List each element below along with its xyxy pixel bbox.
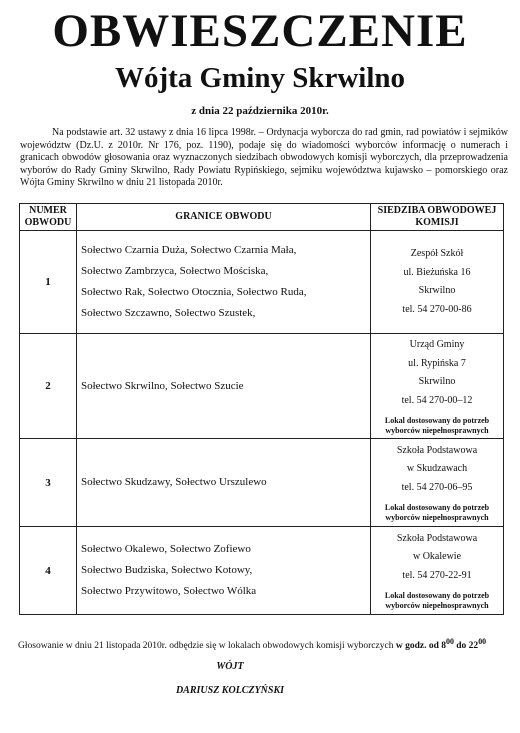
voting-hours-from-sup: 00 bbox=[445, 636, 454, 646]
voting-hours-to-sup: 00 bbox=[478, 636, 487, 646]
table-row bbox=[20, 439, 504, 527]
district-seat bbox=[371, 439, 504, 527]
seat-line: tel. 54 270-22-91 bbox=[402, 569, 472, 581]
area-line: Sołectwo Skudzawy, Sołectwo Urszulewo bbox=[81, 476, 267, 488]
seat-line: Szkoła Podstawowa bbox=[396, 532, 478, 544]
districts-table bbox=[19, 203, 504, 615]
header-number-line2: OBWODU bbox=[24, 217, 72, 228]
seat-line: tel. 54 270-06–95 bbox=[401, 481, 473, 493]
table-row bbox=[20, 527, 504, 615]
district-areas bbox=[77, 231, 371, 334]
district-areas bbox=[77, 334, 371, 439]
signature-role: WÓJT bbox=[216, 661, 244, 672]
area-line: Sołectwo Budziska, Sołectwo Kotowy, bbox=[81, 564, 253, 576]
district-seat bbox=[371, 231, 504, 334]
header-number bbox=[20, 204, 77, 231]
accessibility-note: Lokal dostosowany do potrzeb wyborców niepełnosprawnych bbox=[384, 591, 490, 611]
district-number: 2 bbox=[20, 334, 77, 439]
district-seat bbox=[371, 527, 504, 615]
district-seat bbox=[371, 334, 504, 439]
header-seat-line2: KOMISJI bbox=[415, 217, 459, 228]
seat-line: ul. Rypińska 7 bbox=[408, 357, 466, 369]
signature-name: DARIUSZ KOLCZYŃSKI bbox=[175, 685, 285, 696]
district-areas bbox=[77, 527, 371, 615]
seat-line: Zespół Szkół bbox=[410, 248, 464, 259]
voting-hours-mid: do 22 bbox=[453, 640, 479, 651]
seat-line: ul. Bieżuńska 16 bbox=[403, 266, 471, 278]
seat-line: w Okalewie bbox=[412, 551, 462, 563]
voting-hours-prefix: w godz. od 8 bbox=[395, 640, 446, 651]
seat-line: w Skudzawach bbox=[406, 463, 468, 475]
area-line: Sołectwo Szczawno, Sołectwo Szustek, bbox=[81, 307, 256, 319]
notice-subtitle: Wójta Gminy Skrwilno bbox=[114, 62, 406, 94]
intro-paragraph: Na podstawie art. 32 ustawy z dnia 16 lipca 1998r. – Ordynacja wyborcza do rad gmin, rad powiatów i sejmików województw (Dz.U. z 2010r. Nr 176, poz. 1190), podaje się do wiadomości wyborców informację o numerach i granicach obwodów głosowania oraz wyznaczonych siedzibach obwodowych komisji wyborczych, dla przeprowadzenia wyborów do Rady Gminy Skrwilno, Rady Powiatu Rypińskiego, sejmiku województwa kujawsko – pomorskiego oraz Wójta Gminy Skrwilno w dniu 21 listopada 2010r. bbox=[20, 127, 508, 188]
notice-date: z dnia 22 października 2010r. bbox=[191, 105, 329, 117]
district-areas bbox=[77, 439, 371, 527]
header-seat-line1: SIEDZIBA OBWODOWEJ bbox=[377, 205, 497, 216]
voting-notice bbox=[18, 636, 508, 652]
seat-line: tel. 54 270-00–12 bbox=[401, 394, 473, 406]
header-seat bbox=[371, 204, 504, 231]
area-line: Sołectwo Zambrzyca, Sołectwo Mościska, bbox=[81, 265, 269, 277]
notice-title: OBWIESZCZENIE bbox=[52, 5, 468, 57]
seat-line: Skrwilno bbox=[418, 285, 456, 296]
area-line: Sołectwo Skrwilno, Sołectwo Szucie bbox=[81, 379, 244, 392]
area-line: Sołectwo Rak, Sołectwo Otocznia, Sołectwo Ruda, bbox=[81, 286, 307, 298]
seat-line: Urząd Gminy bbox=[409, 339, 465, 350]
table-row bbox=[20, 231, 504, 334]
area-line: Sołectwo Przywitowo, Sołectwo Wólka bbox=[81, 585, 257, 597]
accessibility-note: Lokal dostosowany do potrzeb wyborców niepełnosprawnych bbox=[384, 503, 490, 523]
accessibility-note: Lokal dostosowany do potrzeb wyborców niepełnosprawnych bbox=[384, 416, 490, 435]
seat-line: Szkoła Podstawowa bbox=[396, 444, 478, 456]
district-number: 4 bbox=[20, 527, 77, 615]
header-number-line1: NUMER bbox=[29, 205, 67, 216]
area-line: Sołectwo Czarnia Duża, Sołectwo Czarnia Mała, bbox=[81, 244, 297, 256]
seat-line: Skrwilno bbox=[418, 376, 456, 387]
voting-text: Głosowanie w dniu 21 listopada 2010r. odbędzie się w lokalach obwodowych komisji wyborczych bbox=[18, 640, 394, 651]
table-header-row bbox=[20, 204, 504, 231]
table-row bbox=[20, 334, 504, 439]
seat-line: tel. 54 270-00-86 bbox=[402, 303, 472, 315]
district-number: 1 bbox=[20, 231, 77, 334]
area-line: Sołectwo Okalewo, Sołectwo Zofiewo bbox=[81, 543, 251, 555]
header-boundaries: GRANICE OBWODU bbox=[77, 204, 371, 231]
voting-hours bbox=[395, 636, 487, 651]
district-number: 3 bbox=[20, 439, 77, 527]
